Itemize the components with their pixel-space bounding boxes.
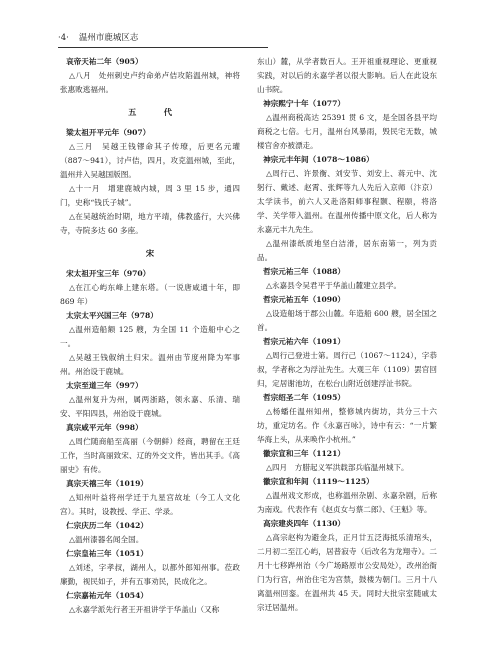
entry-paragraph: △设造船场于郡公山麓。年造船 600 艘，居全国之首。 bbox=[257, 309, 437, 332]
entry-paragraph: △温州漆纸质地坚白洁滑，居东南第一，列为贡品。 bbox=[257, 239, 437, 262]
entry-paragraph: △温州商税高达 25391 贯 6 文，是全国各县平均商税之七倍。七月，温州台风暴雨，毁民宅无数，城楼官舍亦被漂走。 bbox=[257, 113, 437, 150]
year-heading: 神宗熙宁十年（1077） bbox=[263, 99, 345, 108]
year-heading: 仁宗嘉祐元年（1054） bbox=[66, 591, 148, 600]
entry-paragraph: △温州复升为州，属两浙路，领永嘉、乐清、瑞安、平阳四县，州治设于鹿城。 bbox=[60, 395, 240, 418]
section-heading-song: 宋 bbox=[145, 248, 167, 258]
year-heading: 徽宗宣和年间（1119～1125） bbox=[263, 477, 374, 486]
entry-paragraph: △高宗赵构为避金兵，正月廿五泛海抵乐清琯头，二月初二至江心屿，居普寂寺（后改名为龙翔寺）。二月十七移跸州治（今广场路原市公安局处），改州治衙门为行宫，州治住宅为宫禁，鼓楼为朝门。三月十八离温州回銮。在温州共 45 天。同时大批宗室随戚太宗迁居温州。 bbox=[257, 533, 437, 612]
header-rule bbox=[58, 47, 268, 48]
year-heading: 哲宗元祐五年（1090） bbox=[263, 295, 345, 304]
entry-paragraph: △十一月 增建鹿城内城，周 3 里 15 步，通四门，史称“钱氏子城”。 bbox=[60, 184, 240, 207]
left-block-3 bbox=[60, 267, 240, 617]
year-heading: 高宗建炎四年（1130） bbox=[263, 519, 345, 528]
left-column bbox=[60, 55, 240, 617]
year-heading: 徽宗宣和三年（1121） bbox=[263, 449, 345, 458]
year-heading: 真宗天禧三年（1019） bbox=[66, 479, 148, 488]
year-heading: 太宗至道三年（997） bbox=[66, 381, 143, 390]
entry-paragraph: △永嘉县令吴君平于华盖山麓建立县学。 bbox=[266, 281, 402, 290]
year-heading: 宋太祖开宝三年（970） bbox=[66, 269, 151, 278]
entry-paragraph: △在吴越统治时期，地方平靖，佛教盛行，大兴佛寺，寺院多达 60 多座。 bbox=[60, 212, 240, 235]
entry-paragraph: △温州漆器名闻全国。 bbox=[69, 535, 144, 544]
entry-paragraph: △温州造船额 125 艘，为全国 11 个造船中心之一。 bbox=[60, 325, 240, 348]
entry-paragraph: △周伫随商船至高丽（今朝鲜）经商，聘留在王廷工作，当时高丽致宋、辽的外交文件，皆出其手。《高丽史》有传。 bbox=[60, 437, 240, 474]
entry-paragraph: △三月 吴越王钱镠命其子传璙，后更名元瓘（887～941），讨卢佶，四月，攻克温州城，至此，温州并入吴越国版图。 bbox=[60, 142, 240, 179]
book-title: 温州市鹿城区志 bbox=[78, 33, 139, 43]
year-heading: 哀帝天祐二年（905） bbox=[66, 57, 143, 66]
entry-paragraph: △杨蟠任温州知州，整修城内街坊，共分三十六坊，重定坊名。作《永嘉百咏》，诗中有云：“一片繁华海上头，从来唤作小杭州。” bbox=[257, 407, 437, 444]
entry-paragraph: △周行己登进士第。周行己（1067～1124），字恭叔，学者称之为浮沚先生。大观三年（1109）罢官回归，定居谢池坊，在松台山附近创建浮沚书院。 bbox=[257, 351, 437, 388]
entry-paragraph: △周行己、许景衡、刘安节、刘安上、蒋元中、沈躬行、戴述、赵霄、张辉等九人先后入京师（汴京）太学读书，前六人又赴洛阳师事程颢、程颐，将洛学、关学带入温州。在温州传播中原文化，后人称为永嘉元丰九先生。 bbox=[257, 169, 437, 234]
year-heading: 哲宗元祐三年（1088） bbox=[263, 267, 345, 276]
right-column bbox=[257, 55, 437, 615]
page-number: ·4· bbox=[58, 33, 69, 43]
entry-paragraph: △吴越王钱俶纳土归宋。温州由节度州降为军事州。州治设于鹿城。 bbox=[60, 353, 240, 376]
entry-paragraph: △知州叶益将州学迁于九星宫故址（今工人文化宫）。其时，设教授、学正、学录。 bbox=[60, 493, 240, 516]
entry-paragraph: △八月 处州刺史卢约命弟卢佶攻陷温州城，神将张惠败逃福州。 bbox=[60, 71, 240, 94]
year-heading: 哲宗元祐六年（1091） bbox=[263, 337, 345, 346]
left-block-2 bbox=[60, 126, 240, 238]
page-header bbox=[58, 30, 268, 46]
year-heading: 仁宗皇祐三年（1051） bbox=[66, 549, 148, 558]
section-heading-five-dynasties: 五 代 bbox=[128, 107, 185, 117]
entry-paragraph: △四月 方腊起义军洪载部兵临温州城下。 bbox=[266, 463, 409, 472]
year-heading: 神宗元丰年间（1078～1086） bbox=[263, 155, 374, 164]
entry-paragraph: 东山）麓，从学者数百人。王开祖重视理论、更重视实践，对以后的永嘉学者以很大影响。后人在此设东山书院。 bbox=[257, 57, 437, 94]
year-heading: 仁宗庆历二年（1042） bbox=[66, 521, 148, 530]
year-heading: 真宗咸平元年（998） bbox=[66, 423, 143, 432]
entry-paragraph: △在江心屿东峰上建东塔。（一说唐咸通十年，即 869 年） bbox=[60, 283, 240, 306]
year-heading: 梁太祖开平元年（907） bbox=[66, 128, 151, 137]
entry-paragraph: △永嘉学派先行者王开祖讲学于华盖山（又称 bbox=[69, 605, 220, 614]
right-block-1 bbox=[257, 55, 437, 615]
left-block-1 bbox=[60, 55, 240, 97]
entry-paragraph: △刘述，字孝叔，湖州人，以都外郎知州事。莅政廉勤，视民如子，并有五事劝民，民成化之。 bbox=[60, 563, 240, 586]
year-heading: 哲宗绍圣二年（1095） bbox=[263, 393, 345, 402]
entry-paragraph: △温州戏文形成，也称温州杂剧、永嘉杂剧，后称为南戏。代表作有《赵贞女与蔡二郎》、《王魁》等。 bbox=[257, 491, 437, 514]
year-heading: 太宗太平兴国三年（978） bbox=[66, 311, 158, 320]
